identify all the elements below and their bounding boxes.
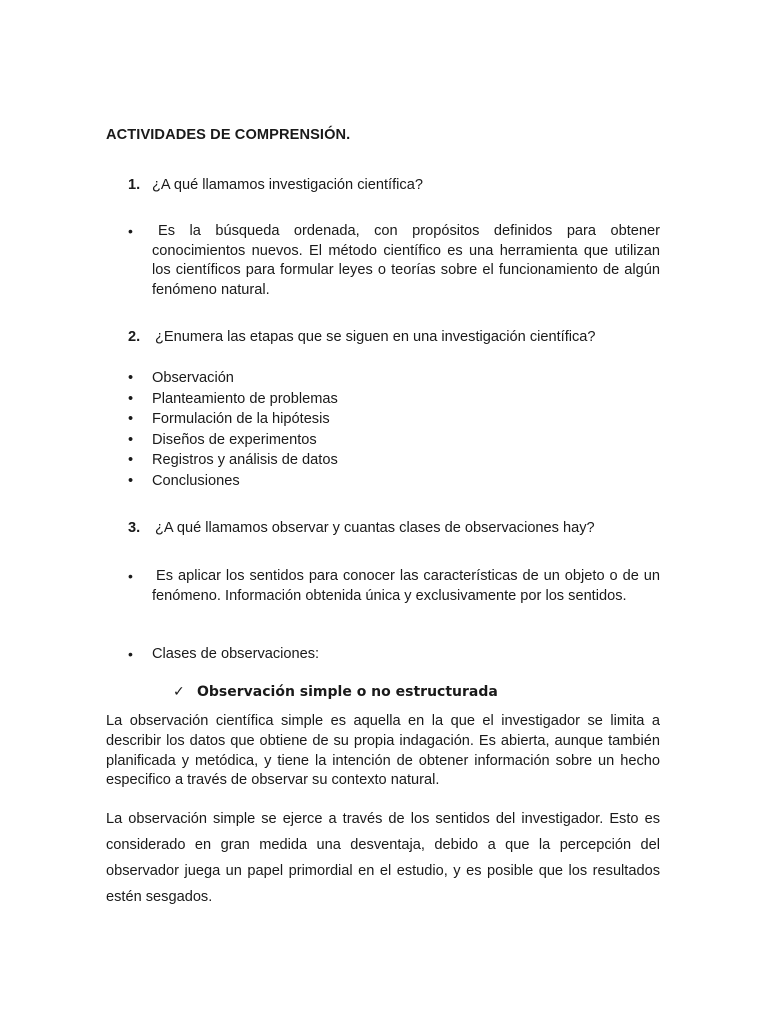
subheading [173, 684, 498, 700]
bullet-icon: • [128, 568, 133, 584]
page-title: ACTIVIDADES DE COMPRENSIÓN. [106, 127, 351, 143]
answer-1 [128, 222, 660, 300]
bullet-icon: • [128, 431, 134, 448]
list-item: • Formulación de la hipótesis [128, 409, 338, 430]
list-item: • Planteamiento de problemas [128, 389, 338, 410]
question-3 [128, 518, 668, 538]
question-number: 2. [128, 329, 141, 345]
classes-label: Clases de observaciones: [152, 646, 320, 662]
subheading-text: Observación simple o no estructurada [197, 684, 498, 700]
bullet-icon: • [128, 223, 133, 239]
paragraph: La observación simple se ejerce a través de los sentidos del investigador. Esto es considerado en gran medida una desventaja, debido a que la percepción del observador juega un papel primordial en el estudio, y es posible que los resultados estén sesgados. [106, 811, 660, 905]
paragraph: La observación científica simple es aquella en la que el investigador se limita a describir los datos que obtiene de su propia indagación. Es abierta, aunque también planificada y metódica, y tiene la intención de obtener información sobre un hecho especifico a través de observar su contexto natural. [106, 713, 660, 789]
bullet-icon: • [128, 472, 134, 489]
answer-text: Es la búsqueda ordenada, con propósitos definidos para obtener conocimientos nuevos. El método científico es una herramienta que utilizan los científicos para formular leyes o teorías sobre el funcionamiento de algún fenómeno natural. [152, 223, 660, 298]
bullet-icon: • [128, 411, 134, 428]
stages-list [128, 368, 338, 492]
bullet-icon: • [128, 370, 134, 386]
classes-label-item [128, 645, 660, 665]
list-item: • Diseños de experimentos [128, 430, 338, 451]
list-item: • Conclusiones [128, 471, 338, 492]
answer-text: Es aplicar los sentidos para conocer las características de un objeto o de un fenómeno. Información obtenida única y exclusivamente por los sentidos. [152, 568, 660, 604]
question-number: 1. [128, 177, 141, 193]
answer-3 [128, 567, 660, 606]
question-text: ¿A qué llamamos investigación científica? [152, 177, 423, 193]
bullet-icon: • [128, 646, 133, 662]
checkmark-icon: ✓ [173, 684, 185, 700]
question-text: ¿A qué llamamos observar y cuantas clases de observaciones hay? [155, 520, 595, 536]
list-item: • Observación [128, 368, 338, 389]
bullet-icon: • [128, 452, 134, 469]
question-2 [128, 327, 668, 347]
list-item: • Registros y análisis de datos [128, 450, 338, 471]
question-text: ¿Enumera las etapas que se siguen en una investigación científica? [155, 329, 596, 345]
bullet-icon: • [128, 390, 134, 407]
question-1 [128, 175, 668, 195]
question-number: 3. [128, 520, 141, 536]
